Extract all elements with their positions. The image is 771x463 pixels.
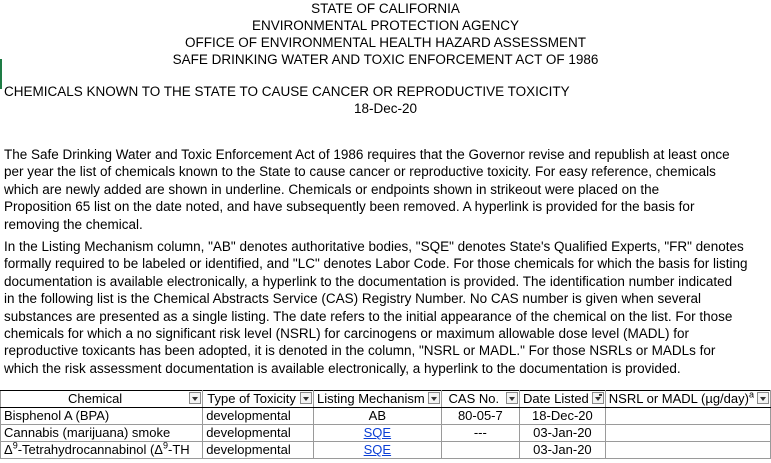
mechanism-line: In the Listing Mechanism column, "AB" denotes authoritative bodies, "SQE" denotes State's Qualified Experts, "FR" denotes — [4, 239, 744, 254]
cell-cas[interactable] — [441, 442, 519, 459]
header-agency: ENVIRONMENTAL PROTECTION AGENCY — [251, 18, 520, 33]
header-date-listed: Date Listed — [520, 391, 606, 408]
header-chemical: Chemical — [1, 391, 203, 408]
intro-line: removing the chemical. — [4, 216, 143, 232]
sort-filter-active-icon[interactable] — [592, 392, 604, 404]
cell-chemical[interactable]: Bisphenol A (BPA) — [1, 408, 203, 425]
cell-chemical[interactable]: Cannabis (marijuana) smoke — [1, 425, 203, 442]
chemicals-table — [0, 390, 771, 459]
cell-mechanism[interactable]: AB — [314, 408, 442, 425]
cell-mechanism[interactable] — [314, 425, 442, 442]
mechanism-line: documentation is available electronically, a hyperlink to the documentation is provided. The identification number indicated — [4, 273, 733, 289]
document-title: CHEMICALS KNOWN TO THE STATE TO CAUSE CANCER OR REPRODUCTIVE TOXICITY — [4, 84, 570, 99]
table-row — [1, 425, 771, 442]
mechanism-line: which the risk assessment documentation is available electronically, a hyperlink to the documentation is provided. — [4, 360, 681, 376]
cell-cas[interactable]: --- — [441, 425, 519, 442]
intro-paragraph — [4, 146, 764, 233]
header-nsrl-madl: NSRL or MADL $(\mu g/day)^a$ — [605, 391, 770, 408]
sqe-link[interactable]: SQE — [363, 425, 392, 440]
table-header-row — [1, 391, 771, 408]
filter-dropdown-icon[interactable] — [757, 392, 769, 404]
document-date: 18-Dec-20 — [353, 101, 418, 116]
mechanism-line: chemicals for which a no significant risk level (NSRL) for carcinogens or maximum allowable dose level (MADL) for — [4, 326, 689, 342]
filter-dropdown-icon[interactable] — [428, 392, 440, 404]
cell-nsrl[interactable] — [605, 442, 770, 459]
intro-line: The Safe Drinking Water and Toxic Enforcement Act of 1986 requires that the Governor revise and republish at least once — [4, 147, 730, 162]
cell-nsrl[interactable] — [605, 408, 770, 425]
cell-date[interactable]: 03-Jan-20 — [520, 442, 606, 459]
cell-date[interactable]: 03-Jan-20 — [520, 425, 606, 442]
filter-dropdown-icon[interactable] — [189, 392, 201, 404]
header-listing-mechanism: Listing Mechanism — [314, 391, 442, 408]
table-row — [1, 408, 771, 425]
table-row — [1, 442, 771, 459]
mechanism-line: substances are presented as a single listing. The date refers to the initial appearance of the chemical on the list. For those — [4, 308, 733, 324]
cell-type[interactable]: developmental — [203, 408, 314, 425]
cell-date[interactable]: 18-Dec-20 — [520, 408, 606, 425]
mechanism-line: formally required to be labeled or identified, and "LC" denotes Labor Code. For those chemicals for which the basis for listing — [4, 256, 748, 272]
filter-dropdown-icon[interactable] — [300, 392, 312, 404]
intro-line: Proposition 65 list on the date noted, and have subsequently been removed. A hyperlink is provided for the basis for — [4, 199, 695, 215]
mechanism-line: in the following list is the Chemical Abstracts Service (CAS) Registry Number. No CAS number is given when several — [4, 291, 702, 307]
row-indicator-line — [0, 59, 2, 89]
header-act: SAFE DRINKING WATER AND TOXIC ENFORCEMENT ACT OF 1986 — [172, 52, 599, 67]
filter-dropdown-icon[interactable] — [506, 392, 518, 404]
header-office: OFFICE OF ENVIRONMENTAL HEALTH HAZARD ASSESSMENT — [184, 35, 587, 50]
cell-nsrl[interactable] — [605, 425, 770, 442]
header-state: STATE OF CALIFORNIA — [311, 1, 460, 16]
listing-mechanism-paragraph — [4, 238, 764, 377]
header-type-of-toxicity: Type of Toxicity — [203, 391, 314, 408]
intro-line: which are newly added are shown in underline. Chemicals or endpoints shown in strikeout were placed on the — [4, 181, 660, 197]
cell-type[interactable]: developmental — [203, 442, 314, 459]
mechanism-line: reproductive toxicants has been adopted, it is denoted in the column, "NSRL or MADL." For those NSRLs or MADLs for — [4, 343, 716, 359]
cell-cas[interactable]: 80-05-7 — [441, 408, 519, 425]
sqe-link[interactable]: SQE — [363, 442, 392, 457]
cell-mechanism[interactable] — [314, 442, 442, 459]
cell-type[interactable]: developmental — [203, 425, 314, 442]
cell-chemical[interactable]: $\Delta^9$-Tetrahydrocannabinol ($\Delta^9-TH$ — [1, 442, 203, 459]
header-cas-no: CAS No. — [441, 391, 519, 408]
intro-line: per year the list of chemicals known to the State to cause cancer or reproductive toxicity. For easy reference, chemicals — [4, 164, 716, 180]
